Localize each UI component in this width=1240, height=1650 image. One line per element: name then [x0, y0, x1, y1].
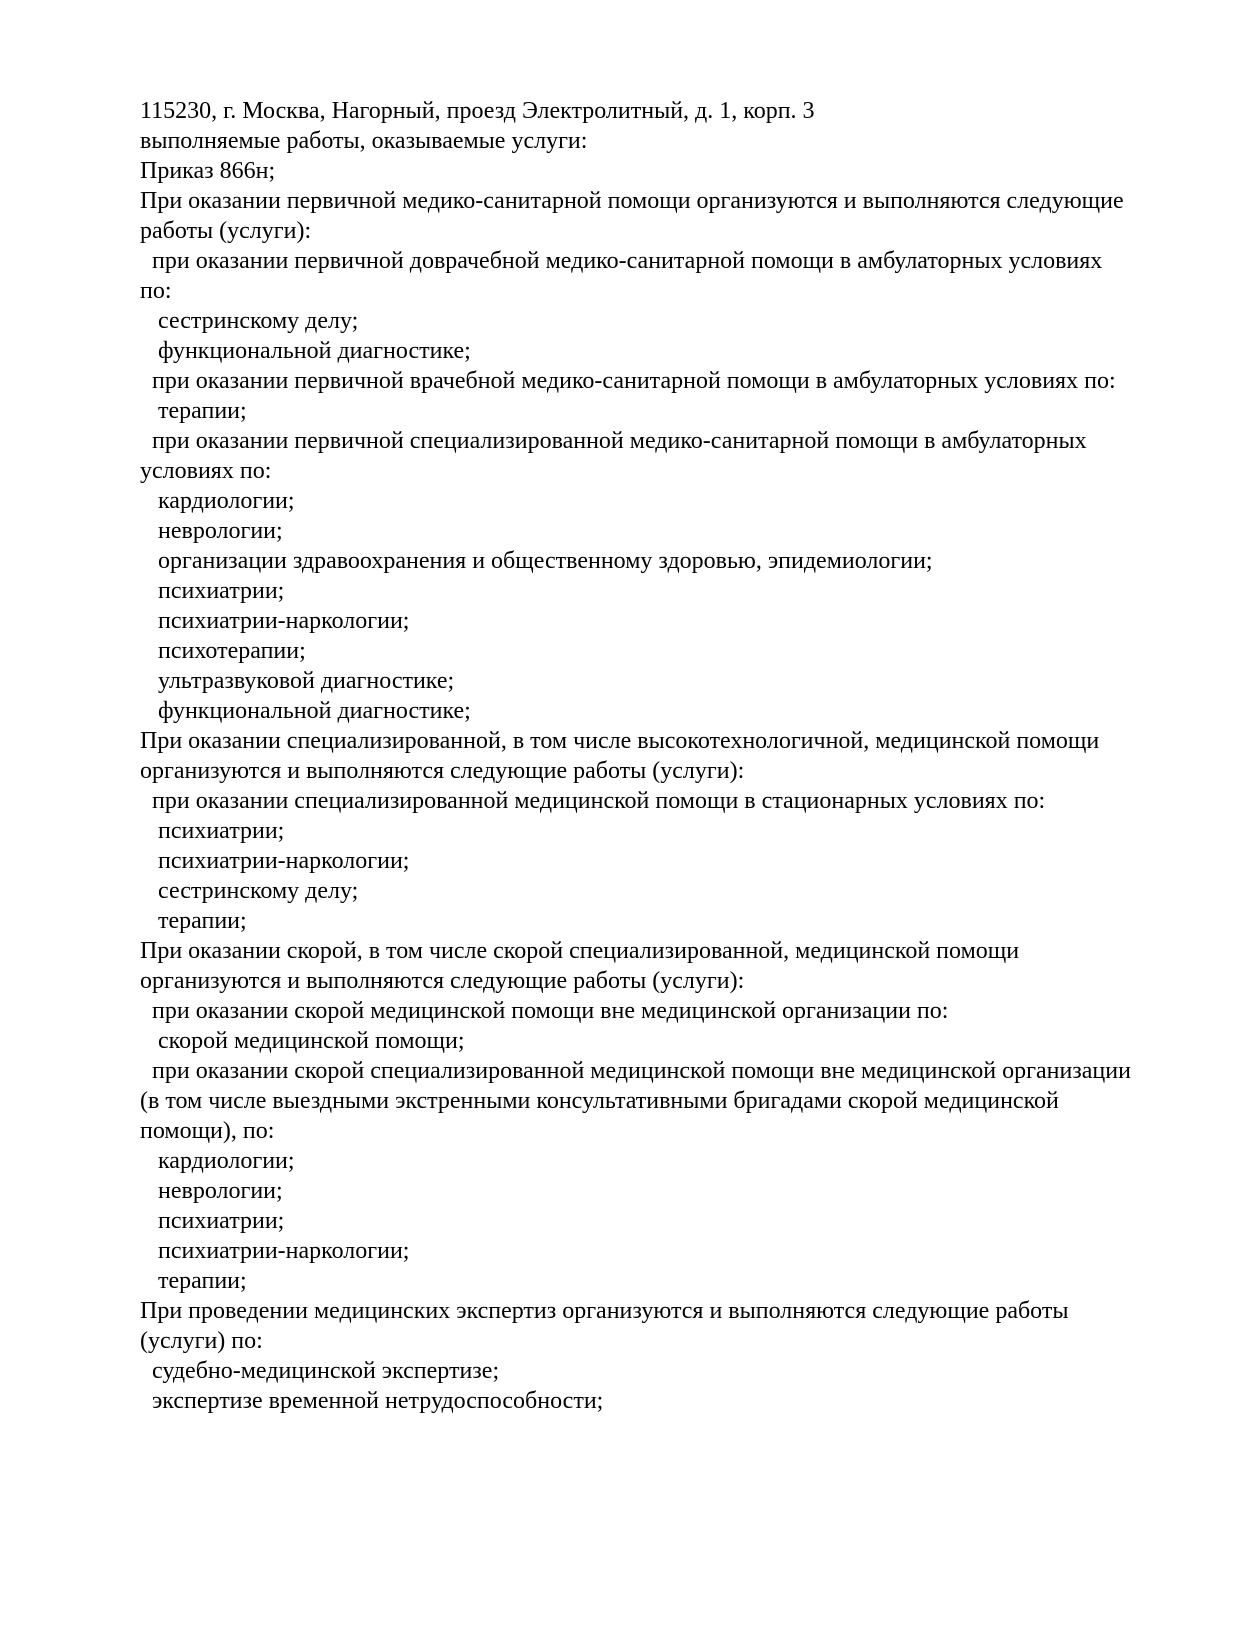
document-line: сестринскому делу;: [140, 308, 359, 334]
document-line: при оказании первичной доврачебной медико-санитарной помощи в амбулаторных условиях: [140, 248, 1103, 274]
document-line: кардиологии;: [140, 488, 295, 514]
document-line: работы (услуги):: [140, 218, 312, 244]
document-line: При оказании скорой, в том числе скорой специализированной, медицинской помощи: [140, 938, 1020, 964]
document-line: неврологии;: [140, 1178, 283, 1204]
document-line: психиатрии;: [140, 578, 285, 604]
document-line: по:: [140, 278, 172, 304]
document-line: кардиологии;: [140, 1148, 295, 1174]
document-line: При оказании специализированной, в том числе высокотехнологичной, медицинской помощи: [140, 728, 1100, 754]
document-line: психиатрии-наркологии;: [140, 1238, 410, 1264]
document-line-address: 115230, г. Москва, Нагорный, проезд Электролитный, д. 1, корп. 3: [140, 98, 815, 124]
document-line-services-header: выполняемые работы, оказываемые услуги:: [140, 128, 588, 154]
document-line: терапии;: [140, 908, 247, 934]
document-line: при оказании скорой медицинской помощи вне медицинской организации по:: [140, 998, 949, 1024]
document-line: (услуги) по:: [140, 1328, 263, 1354]
document-line: психиатрии-наркологии;: [140, 608, 410, 634]
document-line: организуются и выполняются следующие работы (услуги):: [140, 758, 745, 784]
document-line: функциональной диагностике;: [140, 338, 471, 364]
document-line: психиатрии-наркологии;: [140, 848, 410, 874]
document-line: сестринскому делу;: [140, 878, 359, 904]
document-line: при оказании первичной специализированной медико-санитарной помощи в амбулаторных: [140, 428, 1087, 454]
document-line: скорой медицинской помощи;: [140, 1028, 465, 1054]
document-line: функциональной диагностике;: [140, 698, 471, 724]
document-line: организации здравоохранения и общественному здоровью, эпидемиологии;: [140, 548, 933, 574]
document-line: При оказании первичной медико-санитарной помощи организуются и выполняются следующие: [140, 188, 1124, 214]
document-line: при оказании первичной врачебной медико-санитарной помощи в амбулаторных условиях по:: [140, 368, 1116, 394]
document-line: организуются и выполняются следующие работы (услуги):: [140, 968, 745, 994]
document-line: экспертизе временной нетрудоспособности;: [140, 1388, 604, 1414]
document-line: психотерапии;: [140, 638, 306, 664]
document-line: ультразвуковой диагностике;: [140, 668, 455, 694]
document-line-order: Приказ 866н;: [140, 158, 276, 184]
document-line: (в том числе выездными экстренными консультативными бригадами скорой медицинской: [140, 1088, 1059, 1114]
document-line: условиях по:: [140, 458, 272, 484]
document-line: при оказании специализированной медицинской помощи в стационарных условиях по:: [140, 788, 1046, 814]
document-line: при оказании скорой специализированной медицинской помощи вне медицинской организации: [140, 1058, 1131, 1084]
document-line: судебно-медицинской экспертизе;: [140, 1358, 500, 1384]
document-line: психиатрии;: [140, 1208, 285, 1234]
document-line: терапии;: [140, 398, 247, 424]
document-line: При проведении медицинских экспертиз организуются и выполняются следующие работы: [140, 1298, 1069, 1324]
document-line: помощи), по:: [140, 1118, 275, 1144]
document-line: неврологии;: [140, 518, 283, 544]
document-line: психиатрии;: [140, 818, 285, 844]
document-line: терапии;: [140, 1268, 247, 1294]
